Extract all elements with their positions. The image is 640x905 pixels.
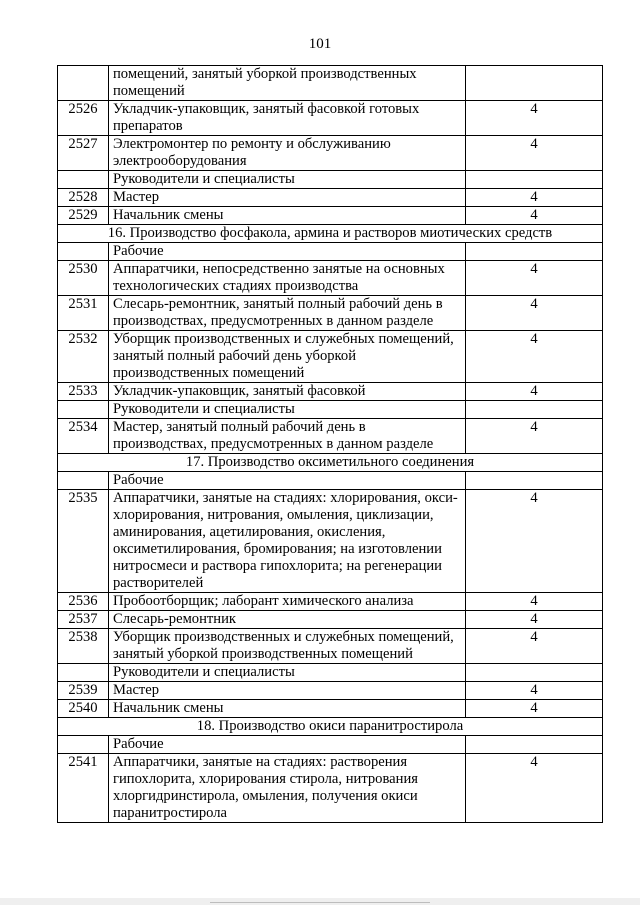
- item-value: [466, 401, 603, 419]
- table-row: [58, 736, 603, 754]
- table-row: [58, 296, 603, 331]
- item-number: 2535: [58, 490, 109, 593]
- section-title: 17. Производство оксиметильного соединения: [58, 454, 603, 472]
- table-row: [58, 243, 603, 261]
- item-description: Уборщик производственных и служебных помещений, занятый уборкой производственных помещений: [109, 629, 466, 664]
- item-value: 4: [466, 189, 603, 207]
- table-row: [58, 472, 603, 490]
- item-description: Аппаратчики, занятые на стадиях: хлорирования, окси-хлорирования, нитрования, омыления, циклизации, аминирования, ацетилирования, окисления, оксиметилирования, бромирования; на изготовлении нитросмеси и раствора гипохлорита; на регенерации растворителей: [109, 490, 466, 593]
- item-description: помещений, занятый уборкой производственных помещений: [109, 66, 466, 101]
- item-number: [58, 243, 109, 261]
- item-value: 4: [466, 101, 603, 136]
- table-row: [58, 331, 603, 383]
- item-value: 4: [466, 593, 603, 611]
- item-number: 2539: [58, 682, 109, 700]
- item-number: 2531: [58, 296, 109, 331]
- item-value: 4: [466, 331, 603, 383]
- section-title: 16. Производство фосфакола, армина и растворов миотических средств: [58, 225, 603, 243]
- item-description: Аппаратчики, занятые на стадиях: растворения гипохлорита, хлорирования стирола, нитрования хлоргидринстирола, омыления, получения окиси паранитростирола: [109, 754, 466, 823]
- item-description: Руководители и специалисты: [109, 401, 466, 419]
- item-number: 2538: [58, 629, 109, 664]
- item-number: 2534: [58, 419, 109, 454]
- item-value: 4: [466, 383, 603, 401]
- item-number: 2526: [58, 101, 109, 136]
- item-description: Укладчик-упаковщик, занятый фасовкой готовых препаратов: [109, 101, 466, 136]
- item-description: Мастер: [109, 682, 466, 700]
- item-value: 4: [466, 296, 603, 331]
- item-number: 2541: [58, 754, 109, 823]
- table-row: [58, 207, 603, 225]
- table-row: [58, 611, 603, 629]
- section-header-row: [58, 454, 603, 472]
- table-row: [58, 383, 603, 401]
- page-number: 101: [308, 36, 332, 52]
- item-description: Начальник смены: [109, 700, 466, 718]
- item-description: Руководители и специалисты: [109, 171, 466, 189]
- table-row: [58, 593, 603, 611]
- table-row: [58, 700, 603, 718]
- item-number: 2528: [58, 189, 109, 207]
- item-number: 2532: [58, 331, 109, 383]
- item-description: Мастер: [109, 189, 466, 207]
- item-number: [58, 472, 109, 490]
- item-value: 4: [466, 682, 603, 700]
- item-value: [466, 66, 603, 101]
- item-description: Аппаратчики, непосредственно занятые на основных технологических стадиях производства: [109, 261, 466, 296]
- item-number: [58, 736, 109, 754]
- item-value: [466, 243, 603, 261]
- profession-list-table: [57, 65, 603, 823]
- item-number: [58, 664, 109, 682]
- item-number: 2540: [58, 700, 109, 718]
- item-number: 2537: [58, 611, 109, 629]
- item-description: Пробоотборщик; лаборант химического анализа: [109, 593, 466, 611]
- item-value: 4: [466, 490, 603, 593]
- item-value: 4: [466, 261, 603, 296]
- item-value: 4: [466, 136, 603, 171]
- section-header-row: [58, 718, 603, 736]
- item-description: Рабочие: [109, 472, 466, 490]
- table-row: [58, 189, 603, 207]
- item-value: [466, 736, 603, 754]
- table-row: [58, 754, 603, 823]
- table-row: [58, 664, 603, 682]
- table-row: [58, 261, 603, 296]
- table-row: [58, 66, 603, 101]
- table-row: [58, 682, 603, 700]
- item-value: 4: [466, 629, 603, 664]
- table-row: [58, 629, 603, 664]
- item-value: [466, 472, 603, 490]
- item-description: Начальник смены: [109, 207, 466, 225]
- item-description: Рабочие: [109, 736, 466, 754]
- item-description: Мастер, занятый полный рабочий день в производствах, предусмотренных в данном разделе: [109, 419, 466, 454]
- item-description: Слесарь-ремонтник, занятый полный рабочий день в производствах, предусмотренных в данном разделе: [109, 296, 466, 331]
- item-value: 4: [466, 754, 603, 823]
- table-row: [58, 490, 603, 593]
- item-value: 4: [466, 419, 603, 454]
- item-number: 2530: [58, 261, 109, 296]
- item-description: Уборщик производственных и служебных помещений, занятый полный рабочий день уборкой производственных помещений: [109, 331, 466, 383]
- table-row: [58, 419, 603, 454]
- item-description: Электромонтер по ремонту и обслуживанию электрооборудования: [109, 136, 466, 171]
- section-title: 18. Производство окиси паранитростирола: [58, 718, 603, 736]
- item-value: 4: [466, 611, 603, 629]
- table-row: [58, 171, 603, 189]
- item-number: 2529: [58, 207, 109, 225]
- item-number: 2536: [58, 593, 109, 611]
- item-value: 4: [466, 207, 603, 225]
- item-number: [58, 171, 109, 189]
- item-value: [466, 664, 603, 682]
- section-header-row: [58, 225, 603, 243]
- table-row: [58, 401, 603, 419]
- item-number: [58, 401, 109, 419]
- table-body: [58, 66, 603, 823]
- item-description: Укладчик-упаковщик, занятый фасовкой: [109, 383, 466, 401]
- item-number: [58, 66, 109, 101]
- item-number: 2533: [58, 383, 109, 401]
- item-description: Слесарь-ремонтник: [109, 611, 466, 629]
- item-value: [466, 171, 603, 189]
- item-number: 2527: [58, 136, 109, 171]
- scan-mark: [210, 902, 430, 903]
- item-description: Руководители и специалисты: [109, 664, 466, 682]
- table-row: [58, 136, 603, 171]
- item-description: Рабочие: [109, 243, 466, 261]
- table-row: [58, 101, 603, 136]
- item-value: 4: [466, 700, 603, 718]
